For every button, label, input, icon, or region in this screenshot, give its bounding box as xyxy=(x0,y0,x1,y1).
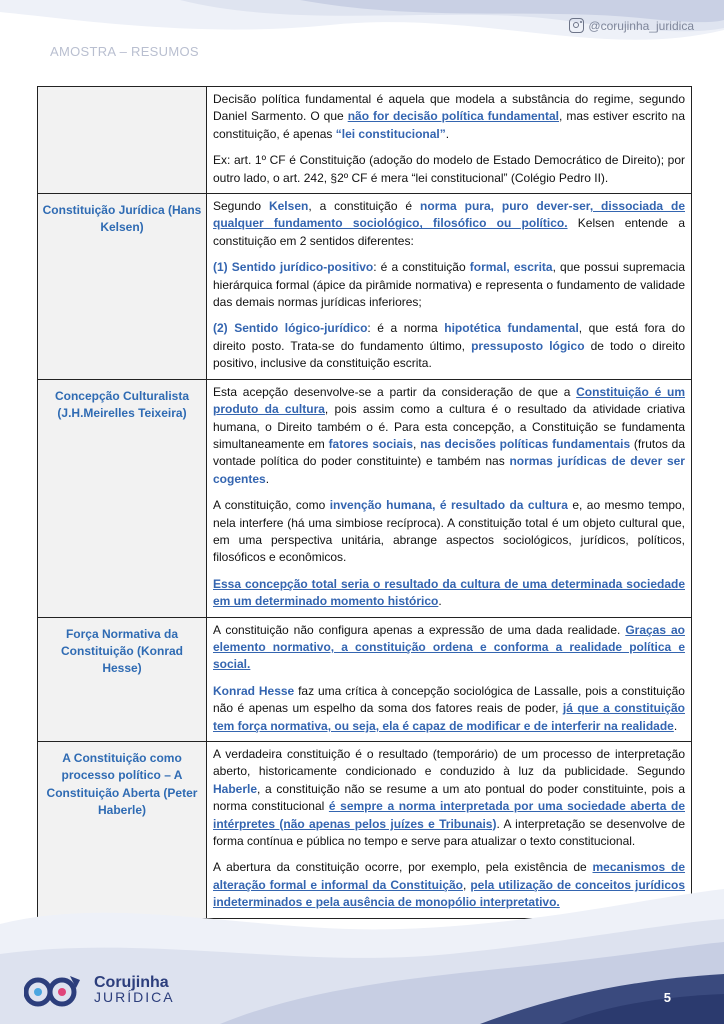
highlighted-text: mecanismos de alteração formal e informal da Constituição xyxy=(213,860,686,892)
highlighted-text: , dissociada de qualquer fundamento sociológico, filosófico ou político. xyxy=(213,199,685,231)
row-content xyxy=(207,194,692,380)
instagram-handle[interactable] xyxy=(569,18,694,33)
text-segment: : é a constituição xyxy=(373,260,470,275)
text-segment: Segundo xyxy=(213,199,269,214)
text-segment: A abertura da constituição ocorre, por exemplo, pela existência de xyxy=(213,860,593,875)
content-paragraph xyxy=(213,198,685,250)
logo-text-line1: Corujinha xyxy=(94,974,169,991)
highlighted-text: (1) Sentido jurídico-positivo xyxy=(213,260,374,275)
highlighted-text: pela utilização de conceitos jurídicos indeterminados e pela ausência de monopólio interpretativo. xyxy=(213,877,685,910)
content-paragraph xyxy=(213,152,685,187)
content-paragraph xyxy=(213,622,685,674)
text-segment: . xyxy=(265,471,270,486)
logo-text-line2: JURÍDICA xyxy=(94,989,175,1005)
highlighted-text: Kelsen xyxy=(268,199,309,214)
text-segment: , mas estiver escrito na constituição, é apenas xyxy=(213,109,686,141)
highlighted-text: “lei constitucional” xyxy=(335,126,446,141)
instagram-icon xyxy=(569,18,584,33)
content-paragraph xyxy=(213,497,685,567)
text-segment: e, ao mesmo tempo, nela interfere (há uma simbiose recíproca). A constituição total é um objeto cultural que, em uma perspectiva unitária, abrange aspectos sociológicos, jurídicos, políticos, filosóficos e econômicos. xyxy=(213,498,686,565)
text-segment: Decisão política fundamental é aquela que modela a substância do regime, segundo Daniel Sarmento. O que xyxy=(213,92,685,124)
row-title: Força Normativa da Constituição (Konrad Hesse) xyxy=(38,617,207,741)
text-segment: , xyxy=(463,877,471,892)
text-segment: , a constituição é xyxy=(308,199,421,214)
content-paragraph xyxy=(213,576,685,611)
table-row xyxy=(38,87,692,194)
header-label: AMOSTRA – RESUMOS xyxy=(50,44,199,59)
text-segment: . xyxy=(438,594,442,609)
content-paragraph xyxy=(213,259,685,311)
highlighted-text: normas jurídicas de dever ser cogentes xyxy=(213,454,685,486)
summary-table xyxy=(37,86,692,919)
highlighted-text: norma pura, puro dever-ser xyxy=(420,199,590,214)
text-segment: Ex: art. 1º CF é Constituição (adoção do modelo de Estado Democrático de Direito); por outro lado, o art. 242, §2º CF é mera “lei constitucional” (Colégio Pedro II). xyxy=(213,153,685,185)
header-wave-decoration xyxy=(0,0,724,80)
text-segment: . xyxy=(445,126,450,141)
text-segment: A verdadeira constituição é o resultado (temporário) de um processo de interpretação aberto, historicamente condicionado e conduzido à luz da publicidade. Segundo xyxy=(213,747,685,779)
highlighted-text: pressuposto lógico xyxy=(471,338,585,353)
text-segment: A constituição, como xyxy=(213,498,330,513)
text-segment: (frutos da vontade política do poder constituinte) e também nas xyxy=(213,436,685,469)
row-title xyxy=(38,87,207,194)
content-paragraph xyxy=(213,683,685,735)
highlighted-text: não for decisão política fundamental xyxy=(347,109,560,124)
row-title: Constituição Jurídica (Hans Kelsen) xyxy=(38,194,207,380)
table-row xyxy=(38,194,692,380)
content-paragraph xyxy=(213,320,685,372)
text-segment: A constituição não configura apenas a expressão de uma dada realidade. xyxy=(213,622,626,637)
text-segment: Kelsen entende a constituição em 2 sentidos diferentes: xyxy=(213,216,685,248)
page-number: 5 xyxy=(663,990,671,1005)
table-row xyxy=(38,379,692,617)
row-title: Concepção Culturalista (J.H.Meirelles Teixeira) xyxy=(38,379,207,617)
highlighted-text: invenção humana, é resultado da cultura xyxy=(329,498,568,513)
text-segment: de todo o direito positivo, inclusive da constituição escrita. xyxy=(213,338,685,371)
highlighted-text: já que a constituição tem força normativa, ou seja, ela é capaz de modificar e de interferir na realidade xyxy=(213,701,685,733)
highlighted-text: Constituição é um produto da cultura xyxy=(213,384,685,417)
highlighted-text: Haberle xyxy=(213,781,258,796)
text-segment: Esta acepção desenvolve-se a partir da consideração de que a xyxy=(213,384,577,399)
highlighted-text: é sempre a norma interpretada por uma sociedade aberta de intérpretes (não apenas pelos juízes e Tribunais) xyxy=(213,799,685,831)
instagram-handle-text: @corujinha_juridica xyxy=(588,18,694,33)
content-paragraph xyxy=(213,91,685,143)
row-content xyxy=(207,617,692,741)
row-content xyxy=(207,379,692,617)
owl-logo-icon xyxy=(24,972,88,1008)
table-row xyxy=(38,617,692,741)
text-segment: . A interpretação se desenvolve de forma contínua e pública no tempo e serve para atualizar o texto constitucional. xyxy=(213,816,685,849)
text-segment: faz uma crítica à concepção sociológica de Lassalle, pois a constituição não é apenas um espelho da soma dos fatores reais de poder, xyxy=(213,683,685,716)
highlighted-text: Graças ao elemento normativo, a constituição ordena e conforma a realidade política e social. xyxy=(213,622,685,672)
text-segment: , xyxy=(413,436,421,451)
text-segment: , a constituição não se resume a um ato pontual do poder constituinte, pois a norma constitucional xyxy=(213,781,685,814)
text-segment: : é a norma xyxy=(367,321,445,336)
row-content xyxy=(207,87,692,194)
text-segment: . xyxy=(673,718,678,733)
highlighted-text: fatores sociais xyxy=(328,436,414,451)
content-paragraph xyxy=(213,384,685,488)
highlighted-text: nas decisões políticas fundamentais xyxy=(420,436,631,451)
highlighted-text: (2) Sentido lógico-jurídico xyxy=(213,321,368,336)
text-segment: , pois assim como a cultura é o resultado da atividade criativa humana, o Direito também o é. Para esta concepção, a Constituição se fundamenta simultaneamente em xyxy=(213,402,685,451)
brand-logo xyxy=(24,972,175,1008)
text-segment: , que possui supremacia hierárquica formal (ápice da pirâmide normativa) e representa o fundamento de validade das demais normas jurídicas inferiores; xyxy=(213,260,685,310)
content-paragraph xyxy=(213,746,685,850)
highlighted-text: formal, escrita xyxy=(469,260,553,275)
highlighted-text: hipotética fundamental xyxy=(444,321,579,336)
highlighted-text: Konrad Hesse xyxy=(213,683,295,698)
text-segment: , que está fora do direito posto. Trata-se do fundamento último, xyxy=(213,321,686,353)
highlighted-text: Essa concepção total seria o resultado da cultura de uma determinada sociedade em um determinado momento histórico xyxy=(213,576,685,609)
row-title: A Constituição como processo político – A Constituição Aberta (Peter Haberle) xyxy=(38,742,207,919)
